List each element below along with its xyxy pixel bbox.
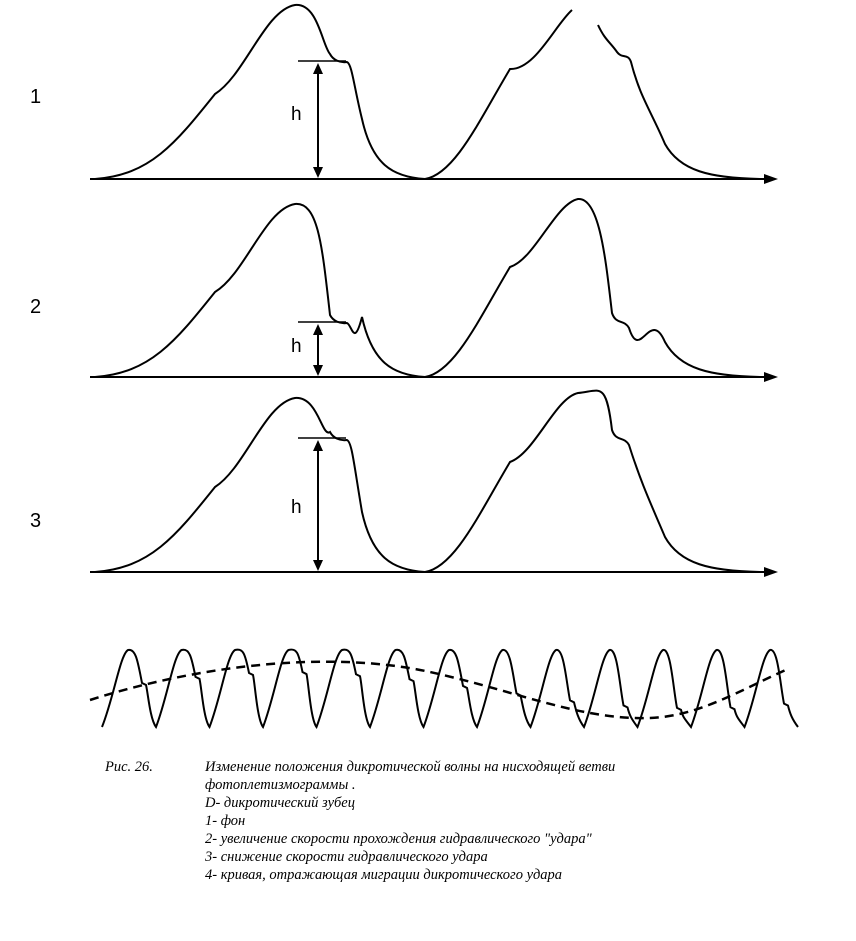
caption-legend-2: 2- увеличение скорости прохождения гидравлического "удара" <box>205 831 592 847</box>
caption-figure-number: Рис. 26. <box>105 759 153 775</box>
pulse-wave-2 <box>425 10 760 179</box>
row-number-1: 1 <box>30 86 42 108</box>
caption-legend-3: 3- снижение скорости гидравлического удара <box>205 849 488 865</box>
caption-legend-1: 1- фон <box>205 813 246 829</box>
axis-arrowhead <box>764 174 778 184</box>
bottom-trace <box>90 650 798 727</box>
height-arrowhead-up <box>313 440 323 451</box>
caption-title-continued: фотоплетизмограммы . <box>205 777 356 793</box>
pulse-wave-1 <box>95 5 425 179</box>
pulse-wave-1 <box>95 204 425 377</box>
height-arrowhead-up <box>313 324 323 335</box>
waveform-row-3 <box>90 391 778 577</box>
axis-arrowhead <box>764 372 778 382</box>
height-label-3: h <box>291 497 302 518</box>
height-label-1: h <box>291 104 302 125</box>
height-arrowhead-down <box>313 365 323 376</box>
pulse-wave-2 <box>425 199 760 377</box>
row-number-2: 2 <box>30 296 42 318</box>
caption-body <box>205 758 815 884</box>
height-arrowhead-down <box>313 167 323 178</box>
row-number-3: 3 <box>30 510 42 532</box>
height-arrowhead-up <box>313 63 323 74</box>
waveform-row-2 <box>90 199 778 382</box>
caption-legend-d: D- дикротический зубец <box>205 795 355 811</box>
caption-title: Изменение положения дикротической волны на нисходящей ветви <box>205 759 616 775</box>
pulse-wave-1 <box>95 398 425 572</box>
height-arrowhead-down <box>313 560 323 571</box>
pulse-train <box>102 650 798 727</box>
caption-legend-4: 4- кривая, отражающая миграции дикротического удара <box>205 867 563 883</box>
waveform-rows <box>90 5 778 577</box>
waveform-row-1 <box>90 5 778 184</box>
pulse-wave-2 <box>425 391 760 572</box>
height-label-2: h <box>291 336 302 357</box>
axis-arrowhead <box>764 567 778 577</box>
